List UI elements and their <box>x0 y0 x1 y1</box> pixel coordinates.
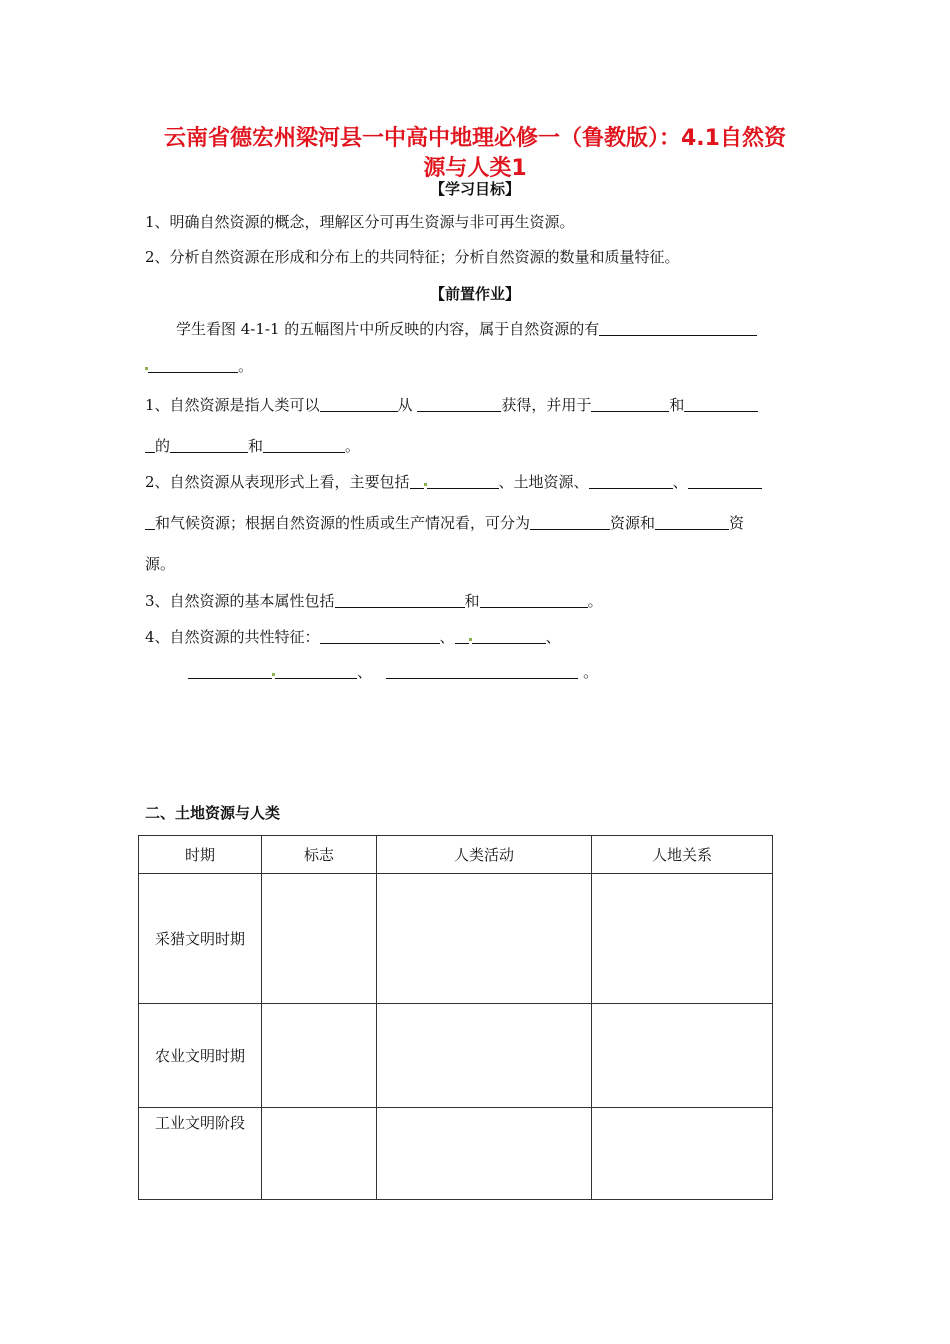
answer-blank[interactable] <box>335 593 465 608</box>
question-4-text-d: 、 <box>357 663 373 681</box>
column-header: 标志 <box>262 836 377 874</box>
input-cell[interactable] <box>377 874 592 1004</box>
input-cell[interactable] <box>262 1004 377 1108</box>
answer-blank[interactable] <box>320 629 440 644</box>
question-4-text-b: 、 <box>439 628 455 646</box>
answer-blank[interactable] <box>263 438 345 453</box>
question-2-text-c: 、 <box>672 473 688 491</box>
section-2-heading: 二、土地资源与人类 <box>145 804 281 822</box>
document-title-line-2: 源与人类1 <box>423 156 527 181</box>
period-cell: 工业文明阶段 <box>139 1108 262 1200</box>
answer-blank[interactable] <box>684 397 758 412</box>
answer-blank[interactable] <box>410 474 424 489</box>
input-cell[interactable] <box>592 874 773 1004</box>
column-header: 时期 <box>139 836 262 874</box>
land-resources-table <box>138 835 773 1200</box>
question-1-text-g: 。 <box>345 437 361 455</box>
column-header: 人地关系 <box>592 836 773 874</box>
period-cell: 采猎文明时期 <box>139 874 262 1004</box>
question-1-text-d: 和 <box>669 396 685 414</box>
answer-blank[interactable] <box>145 438 155 453</box>
answer-blank[interactable] <box>275 664 357 679</box>
answer-blank[interactable] <box>170 438 248 453</box>
question-2 <box>145 471 762 492</box>
answer-blank[interactable] <box>148 358 238 373</box>
table-row <box>139 874 773 1004</box>
answer-blank[interactable] <box>591 397 669 412</box>
prework-intro-text: 学生看图 4-1-1 的五幅图片中所反映的内容，属于自然资源的有 <box>176 320 600 338</box>
question-1-text-e: 的 <box>155 437 171 455</box>
answer-blank[interactable] <box>386 664 578 679</box>
column-header: 人类活动 <box>377 836 592 874</box>
question-2-continued <box>145 512 744 533</box>
prework-intro <box>176 318 757 339</box>
question-1-text-b: 从 <box>397 396 413 414</box>
prework-heading: 【前置作业】 <box>429 285 520 303</box>
question-4-text-c: 、 <box>545 628 561 646</box>
answer-blank[interactable] <box>589 474 673 489</box>
question-2-end: 源。 <box>145 555 176 573</box>
table-row <box>139 1108 773 1200</box>
question-1-text-a: 1、自然资源是指人类可以 <box>145 396 320 414</box>
learning-goal-1: 1、明确自然资源的概念，理解区分可再生资源与非可再生资源。 <box>145 213 575 231</box>
question-4 <box>145 626 561 647</box>
learning-goals-heading: 【学习目标】 <box>429 180 520 198</box>
answer-blank[interactable] <box>145 515 155 530</box>
table-row <box>139 1004 773 1108</box>
question-1 <box>145 394 758 415</box>
answer-blank[interactable] <box>480 593 588 608</box>
answer-blank[interactable] <box>188 664 272 679</box>
answer-blank[interactable] <box>688 474 762 489</box>
input-cell[interactable] <box>592 1004 773 1108</box>
input-cell[interactable] <box>377 1108 592 1200</box>
input-cell[interactable] <box>377 1004 592 1108</box>
question-2-text-a: 2、自然资源从表现形式上看，主要包括 <box>145 473 410 491</box>
question-2-text-e: 资源和 <box>610 514 656 532</box>
answer-blank[interactable] <box>655 515 729 530</box>
input-cell[interactable] <box>262 874 377 1004</box>
question-3 <box>145 590 603 611</box>
prework-intro-continued <box>145 355 253 376</box>
question-3-text-c: 。 <box>587 592 603 610</box>
question-1-text-f: 和 <box>248 437 264 455</box>
answer-blank[interactable] <box>599 321 757 336</box>
question-1-continued <box>145 435 360 456</box>
period-cell: 农业文明时期 <box>139 1004 262 1108</box>
punctuation: 。 <box>238 357 254 375</box>
question-4-continued <box>188 661 598 682</box>
document-title-line-1: 云南省德宏州梁河县一中高中地理必修一（鲁教版）：4.1自然资 <box>164 126 786 151</box>
answer-blank[interactable] <box>530 515 610 530</box>
question-4-text-a: 4、自然资源的共性特征： <box>145 628 320 646</box>
learning-goal-2: 2、分析自然资源在形成和分布上的共同特征；分析自然资源的数量和质量特征。 <box>145 248 680 266</box>
answer-blank[interactable] <box>320 397 398 412</box>
input-cell[interactable] <box>592 1108 773 1200</box>
question-2-text-f: 资 <box>729 514 745 532</box>
answer-blank[interactable] <box>417 397 501 412</box>
answer-blank[interactable] <box>472 629 546 644</box>
question-1-text-c: 获得，并用于 <box>501 396 592 414</box>
question-3-text-a: 3、自然资源的基本属性包括 <box>145 592 335 610</box>
table-header-row <box>139 836 773 874</box>
question-3-text-b: 和 <box>464 592 480 610</box>
answer-blank[interactable] <box>455 629 469 644</box>
question-4-text-e: 。 <box>583 663 599 681</box>
question-2-text-d: 和气候资源；根据自然资源的性质或生产情况看，可分为 <box>155 514 531 532</box>
answer-blank[interactable] <box>427 474 499 489</box>
question-2-text-b: 、土地资源、 <box>498 473 589 491</box>
input-cell[interactable] <box>262 1108 377 1200</box>
